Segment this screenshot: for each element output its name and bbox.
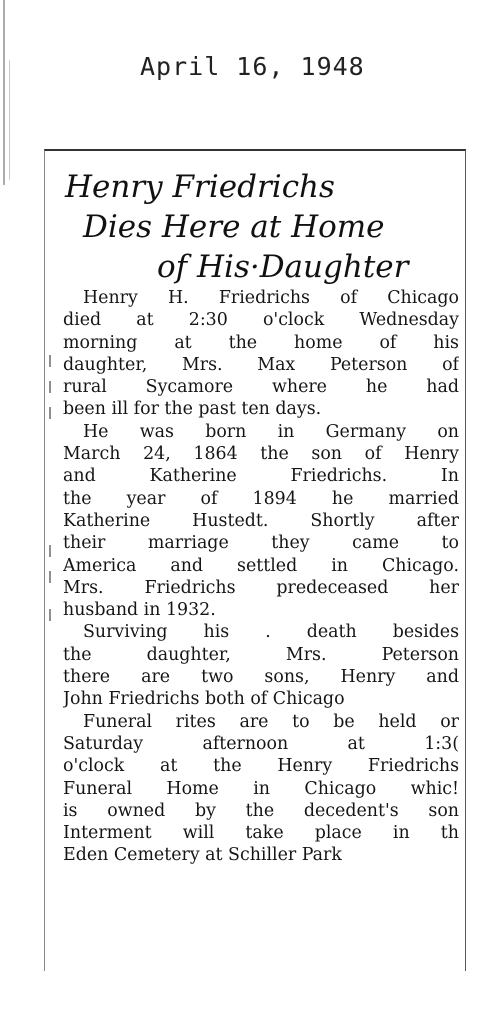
margin-scan-mark	[3, 0, 5, 185]
article-line: He was born in Germany on	[83, 421, 459, 442]
article-line: and Katherine Friedrichs. In	[63, 466, 459, 487]
article-line: Funeral Home in Chicago whic!	[63, 778, 459, 799]
print-smudge	[49, 545, 51, 557]
article-line: Funeral rites are to be held or	[83, 711, 459, 732]
print-smudge	[49, 571, 51, 583]
article-line: Henry H. Friedrichs of Chicago	[83, 288, 459, 308]
article-body	[63, 287, 459, 867]
article-line: March 24, 1864 the son of Henry	[63, 444, 459, 465]
headline-line-2: Dies Here at Home	[83, 209, 385, 245]
article-line: America and settled in Chicago.	[63, 555, 459, 576]
print-smudge	[49, 355, 51, 367]
article-line: the daughter, Mrs. Peterson	[63, 644, 459, 665]
article-line: husband in 1932.	[63, 600, 216, 621]
article-line: Mrs. Friedrichs predeceased her	[63, 577, 459, 598]
article-line: Surviving his . death besides	[83, 622, 459, 643]
article-line: died at 2:30 o'clock Wednesday	[63, 310, 459, 331]
headline	[45, 167, 465, 287]
article-line: rural Sycamore where he had	[63, 377, 459, 398]
margin-scan-mark-secondary	[9, 60, 10, 180]
article-line: o'clock at the Henry Friedrichs	[63, 756, 459, 777]
print-smudge	[49, 381, 51, 393]
article-line: their marriage they came to	[63, 533, 459, 554]
article-line: Saturday afternoon at 1:3(	[63, 733, 459, 754]
headline-line-1: Henry Friedrichs	[65, 169, 335, 205]
print-smudge	[49, 407, 51, 419]
article-line: is owned by the decedent's son	[63, 800, 459, 821]
article-line: there are two sons, Henry and	[63, 667, 459, 688]
article-line: been ill for the past ten days.	[63, 399, 322, 420]
article-line: daughter, Mrs. Max Peterson of	[63, 354, 459, 375]
headline-line-3: of His·Daughter	[157, 249, 409, 285]
article-line: Katherine Hustedt. Shortly after	[63, 510, 459, 531]
newspaper-clipping	[44, 149, 466, 971]
print-smudge	[49, 609, 51, 621]
article-line: Interment will take place in th	[63, 823, 459, 844]
article-line: morning at the home of his	[63, 332, 459, 353]
typed-date: April 16, 1948	[140, 52, 365, 81]
article-line: the year of 1894 he married	[63, 488, 459, 509]
article-line: John Friedrichs both of Chicago	[63, 689, 345, 710]
article-line: Eden Cemetery at Schiller Park	[63, 845, 342, 866]
